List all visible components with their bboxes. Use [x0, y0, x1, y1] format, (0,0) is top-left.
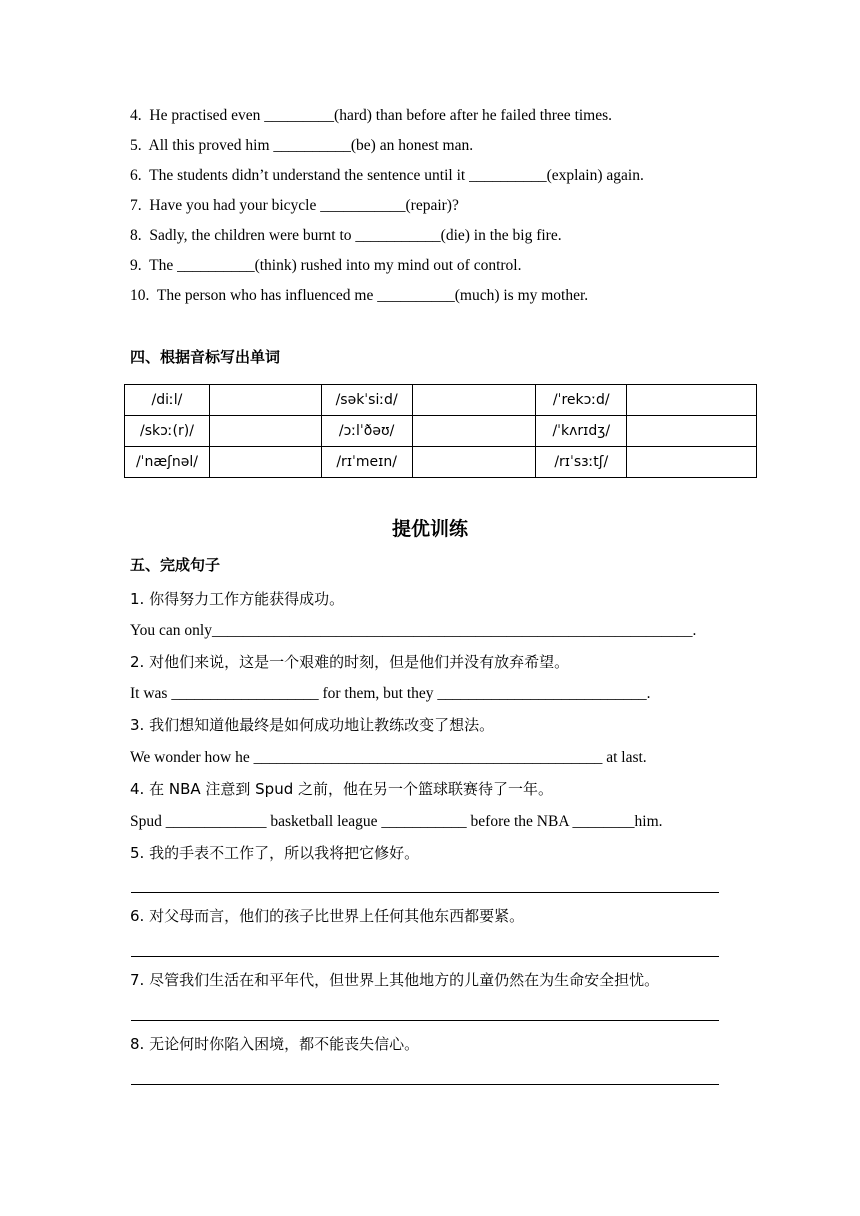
phonetics-table [124, 384, 757, 478]
question-7-chinese: 7. 尽管我们生活在和平年代，但世界上其他地方的儿童仍然在为生命安全担忧。 [130, 971, 660, 989]
phonetic-cell: /səkˈsiːd/ [321, 385, 412, 416]
question-3-chinese: 3. 我们想知道他最终是如何成功地让教练改变了想法。 [130, 716, 495, 734]
exercise-item-9: 9. The __________(think) rushed into my mind out of control. [130, 257, 522, 274]
answer-line-6[interactable] [131, 956, 719, 957]
phonetic-cell: /ɔːlˈðəʊ/ [321, 416, 412, 447]
exercise-item-5: 5. All this proved him __________(be) an honest man. [130, 137, 474, 154]
question-1-chinese: 1. 你得努力工作方能获得成功。 [130, 590, 345, 608]
question-8-chinese: 8. 无论何时你陷入困境，都不能丧失信心。 [130, 1035, 420, 1053]
exercise-item-7: 7. Have you had your bicycle ___________(repair)? [130, 197, 459, 214]
answer-cell[interactable] [209, 385, 321, 416]
question-4-chinese: 4. 在 NBA 注意到 Spud 之前，他在另一个篮球联赛待了一年。 [130, 780, 553, 798]
question-2-chinese: 2. 对他们来说，这是一个艰难的时刻，但是他们并没有放弃希望。 [130, 653, 570, 671]
exercise-item-10: 10. The person who has influenced me __________(much) is my mother. [130, 287, 589, 304]
section-heading-phonetics: 四、根据音标写出单词 [130, 348, 281, 366]
question-5-chinese: 5. 我的手表不工作了，所以我将把它修好。 [130, 844, 420, 862]
phonetic-cell: /rɪˈsɜːtʃ/ [536, 447, 627, 478]
table-row [125, 447, 757, 478]
answer-cell[interactable] [412, 385, 536, 416]
answer-line-5[interactable] [131, 892, 719, 893]
answer-cell[interactable] [627, 447, 757, 478]
question-2-english: It was ___________________ for them, but they ___________________________. [130, 685, 651, 702]
answer-cell[interactable] [412, 447, 536, 478]
answer-line-8[interactable] [131, 1084, 719, 1085]
phonetic-cell: /ˈnæʃnəl/ [125, 447, 210, 478]
answer-line-7[interactable] [131, 1020, 719, 1021]
question-1-english: You can only______________________________________________________________. [130, 622, 697, 639]
section-heading-complete-sentences: 五、完成句子 [130, 556, 221, 574]
table-row [125, 416, 757, 447]
table-row [125, 385, 757, 416]
answer-cell[interactable] [627, 416, 757, 447]
section-title: 提优训练 [391, 518, 468, 540]
exercise-item-4: 4. He practised even _________(hard) than before after he failed three times. [130, 107, 613, 124]
exercise-item-8: 8. Sadly, the children were burnt to ___________(die) in the big fire. [130, 227, 562, 244]
phonetic-cell: /skɔː(r)/ [125, 416, 210, 447]
answer-cell[interactable] [412, 416, 536, 447]
question-6-chinese: 6. 对父母而言，他们的孩子比世界上任何其他东西都要紧。 [130, 907, 525, 925]
answer-cell[interactable] [209, 416, 321, 447]
answer-cell[interactable] [627, 385, 757, 416]
phonetic-cell: /ˈkʌrɪdʒ/ [536, 416, 627, 447]
question-3-english: We wonder how he _____________________________________________ at last. [130, 749, 647, 766]
phonetic-cell: /rɪˈmeɪn/ [321, 447, 412, 478]
phonetic-cell: /diːl/ [125, 385, 210, 416]
question-4-english: Spud _____________ basketball league ___________ before the NBA ________him. [130, 813, 663, 830]
answer-cell[interactable] [209, 447, 321, 478]
exercise-item-6: 6. The students didn’t understand the sentence until it __________(explain) again. [130, 167, 644, 184]
phonetic-cell: /ˈrekɔːd/ [536, 385, 627, 416]
